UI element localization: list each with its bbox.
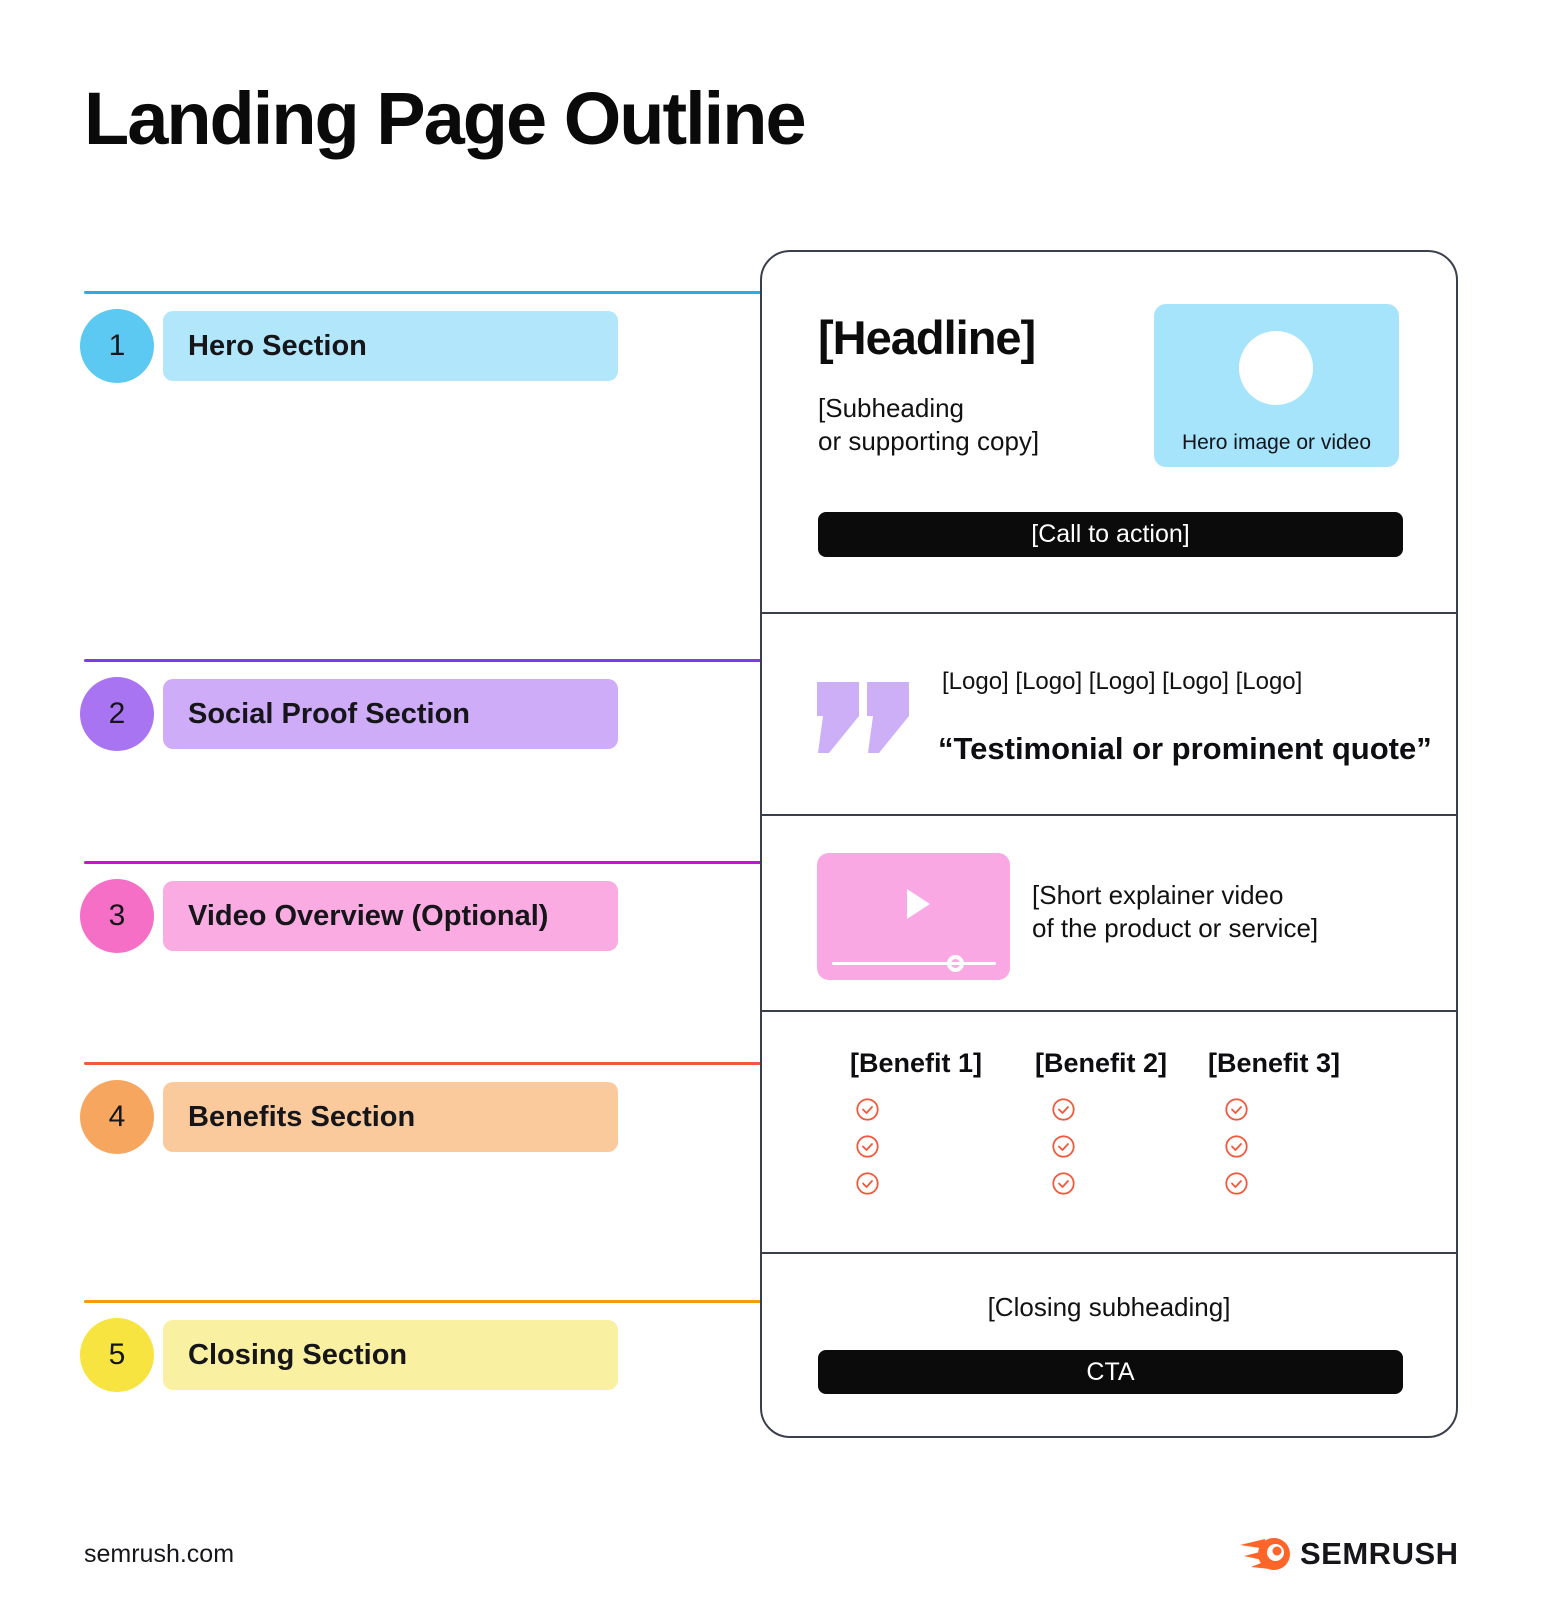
section-divider-4	[760, 1252, 1458, 1254]
video-caption-line1: [Short explainer video	[1032, 880, 1284, 910]
check-icon	[1225, 1098, 1248, 1121]
step-number-1: 1	[80, 309, 154, 383]
connector-line-hero	[84, 291, 785, 294]
semrush-logo-text: SEMRUSH	[1300, 1536, 1459, 1571]
section-label-video: Video Overview (Optional)	[163, 881, 618, 951]
video-player-placeholder	[817, 853, 1010, 980]
section-label-closing: Closing Section	[163, 1320, 618, 1390]
check-icon	[856, 1172, 879, 1195]
footer-website: semrush.com	[84, 1540, 235, 1568]
section-label-benefits: Benefits Section	[163, 1082, 618, 1152]
step-number-2: 2	[80, 677, 154, 751]
connector-line-closing	[84, 1300, 785, 1303]
benefit-2-label: [Benefit 2]	[1035, 1048, 1168, 1078]
video-caption-line2: of the product or service]	[1032, 913, 1319, 943]
video-progress-knob	[947, 955, 964, 972]
step-number-5: 5	[80, 1318, 154, 1392]
hero-subheading	[818, 392, 1039, 458]
semrush-flame-icon	[1240, 1536, 1292, 1572]
logos-row: [Logo] [Logo] [Logo] [Logo] [Logo]	[942, 668, 1303, 695]
check-icon	[856, 1098, 879, 1121]
page-title: Landing Page Outline	[84, 77, 805, 160]
connector-line-benefits	[84, 1062, 785, 1065]
hero-cta-button: [Call to action]	[818, 512, 1403, 557]
step-number-3: 3	[80, 879, 154, 953]
connector-line-video	[84, 861, 785, 864]
closing-subheading: [Closing subheading]	[987, 1292, 1231, 1322]
hero-image-circle-icon	[1239, 331, 1313, 405]
benefit-3-label: [Benefit 3]	[1208, 1048, 1341, 1078]
hero-image-placeholder	[1154, 304, 1399, 467]
hero-image-label: Hero image or video	[1181, 431, 1372, 454]
quote-icon	[817, 682, 909, 753]
hero-subheading-line1: [Subheading	[818, 393, 965, 423]
hero-subheading-line2: or supporting copy]	[818, 426, 1040, 456]
connector-line-social	[84, 659, 785, 662]
section-divider-2	[760, 814, 1458, 816]
check-icon	[1052, 1172, 1075, 1195]
semrush-logo	[1240, 1536, 1459, 1572]
check-icon	[1052, 1135, 1075, 1158]
check-icon	[1225, 1135, 1248, 1158]
step-number-4: 4	[80, 1080, 154, 1154]
play-icon	[907, 889, 930, 919]
hero-headline: [Headline]	[818, 311, 1036, 364]
benefit-1-label: [Benefit 1]	[850, 1048, 983, 1078]
section-label-hero: Hero Section	[163, 311, 618, 381]
section-label-social: Social Proof Section	[163, 679, 618, 749]
check-icon	[1225, 1172, 1248, 1195]
closing-cta-button: CTA	[818, 1350, 1403, 1394]
section-divider-3	[760, 1010, 1458, 1012]
testimonial-quote: “Testimonial or prominent quote”	[938, 731, 1432, 766]
video-progress-bar	[832, 962, 996, 965]
section-divider-1	[760, 612, 1458, 614]
check-icon	[1052, 1098, 1075, 1121]
video-caption	[1032, 879, 1318, 945]
check-icon	[856, 1135, 879, 1158]
